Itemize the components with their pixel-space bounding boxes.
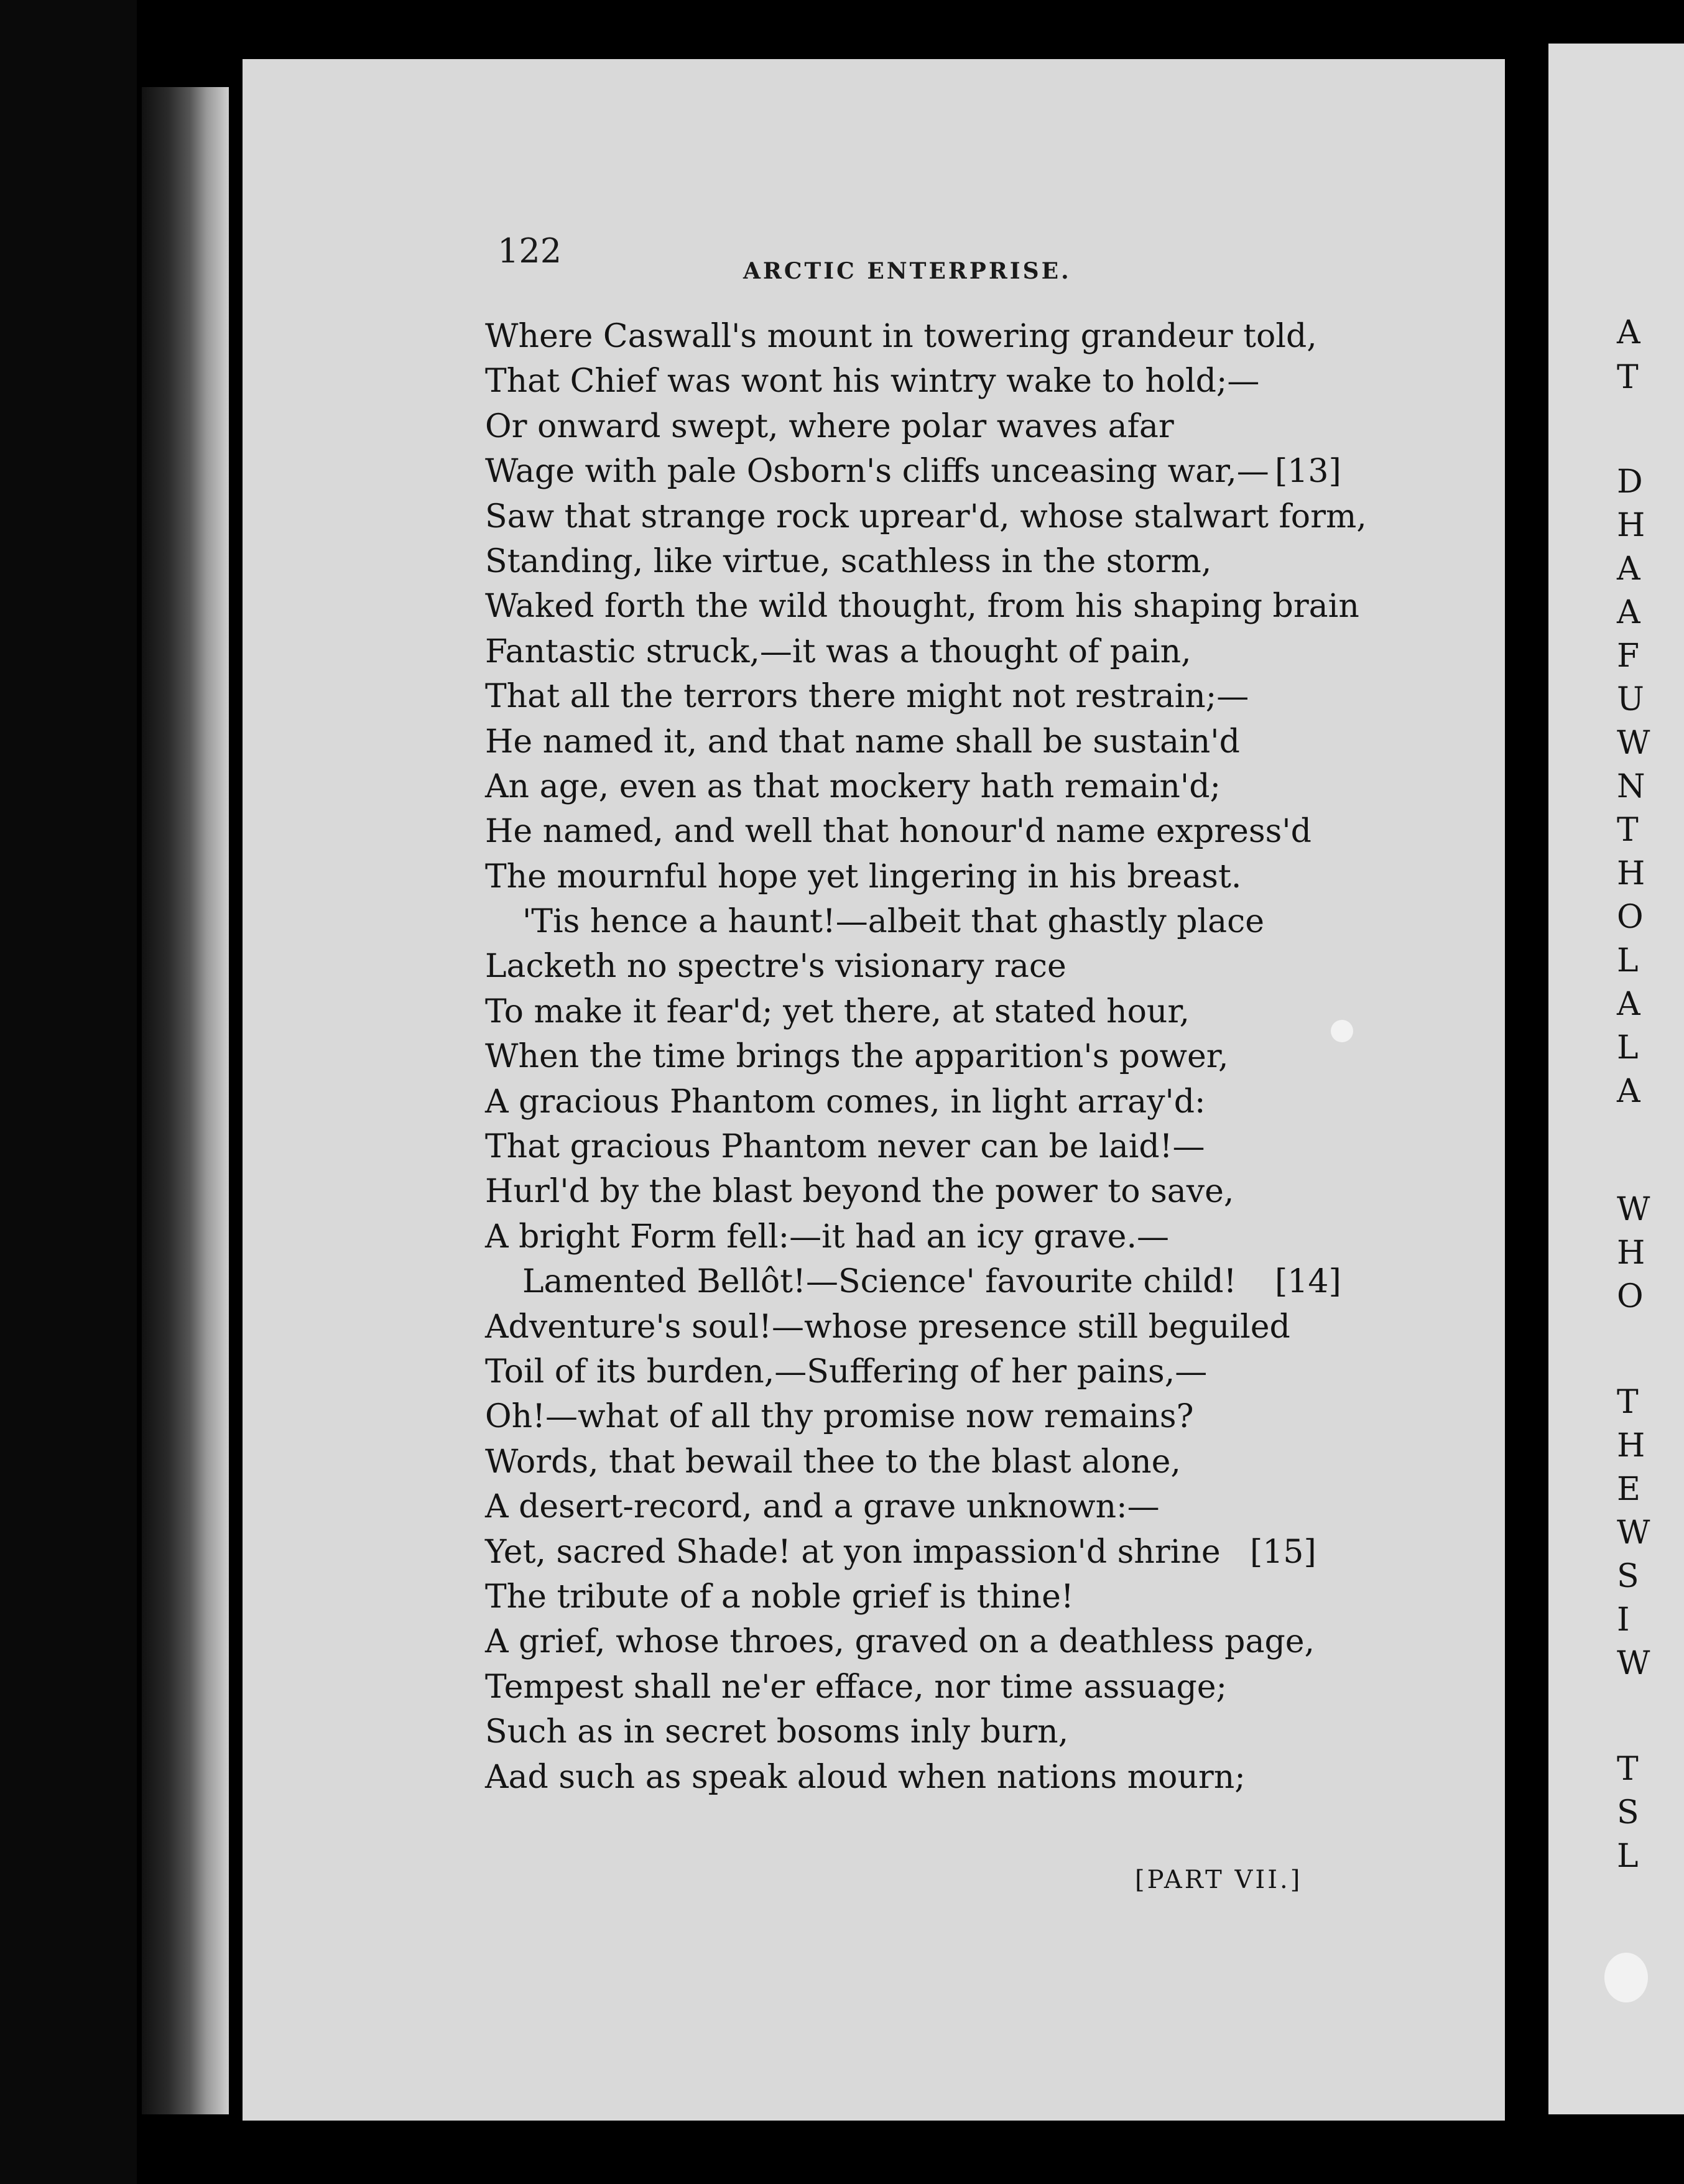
catchword: [PART VII.] xyxy=(1135,1866,1303,1894)
facing-page-letter: H xyxy=(1617,855,1645,892)
verse-line-text: Where Caswall's mount in towering grandeur told, xyxy=(485,318,1317,355)
paper-blemish xyxy=(1604,1953,1648,2002)
verse-line xyxy=(485,1440,1356,1484)
verse-line xyxy=(485,899,1356,944)
verse-line xyxy=(485,809,1356,854)
verse-line-text: A grief, whose throes, graved on a deathless page, xyxy=(485,1623,1315,1661)
verse-line xyxy=(485,1394,1356,1439)
verse-line xyxy=(485,1349,1356,1394)
verse-line xyxy=(485,1259,1356,1304)
facing-page-letter: T xyxy=(1617,812,1639,849)
verse-line xyxy=(485,944,1356,989)
verse-line xyxy=(485,674,1356,719)
facing-page-letter: W xyxy=(1617,1645,1650,1682)
facing-page-letter: N xyxy=(1617,768,1645,805)
facing-page-letter: L xyxy=(1617,942,1639,979)
verse-line-text: Saw that strange rock uprear'd, whose stalwart form, xyxy=(485,497,1367,535)
verse-line-text: Words, that bewail thee to the blast alone, xyxy=(485,1443,1181,1481)
verse-line-text: Fantastic struck,—it was a thought of pain, xyxy=(485,632,1191,670)
page-stack-edge xyxy=(142,87,229,2114)
verse-line xyxy=(485,1710,1356,1754)
facing-page-letter: D xyxy=(1617,463,1643,501)
verse-line xyxy=(485,494,1367,539)
facing-page-letter: E xyxy=(1617,1471,1640,1508)
verse-line xyxy=(485,1530,1356,1575)
facing-page-letter: W xyxy=(1617,1191,1650,1228)
verse-line-text: Or onward swept, where polar waves afar xyxy=(485,407,1174,445)
verse-line-text: Such as in secret bosoms inly burn, xyxy=(485,1713,1069,1751)
verse-line-text: That Chief was wont his wintry wake to hold;— xyxy=(485,363,1260,400)
verse-line xyxy=(485,1305,1356,1349)
verse-line xyxy=(485,584,1359,629)
verse-line-text: He named, and well that honour'd name express'd xyxy=(485,813,1312,851)
facing-page-letter: S xyxy=(1617,1558,1639,1595)
verse-line-text: Oh!—what of all thy promise now remains? xyxy=(485,1398,1194,1436)
facing-page-letter: H xyxy=(1617,1234,1645,1272)
facing-page-letter: O xyxy=(1617,899,1644,936)
facing-page-letter: T xyxy=(1617,359,1639,396)
verse-line-text: Aad such as speak aloud when nations mourn; xyxy=(485,1758,1246,1796)
facing-page-letter: H xyxy=(1617,507,1645,544)
note-reference: [13] xyxy=(1275,453,1341,491)
running-head: ARCTIC ENTERPRISE. xyxy=(743,258,1071,284)
facing-page-letter: U xyxy=(1617,681,1644,718)
verse-line xyxy=(485,989,1356,1034)
verse-line xyxy=(485,764,1356,809)
facing-page-letter: O xyxy=(1617,1278,1644,1315)
facing-page-letter: A xyxy=(1617,986,1640,1023)
verse-line-text: That all the terrors there might not restrain;— xyxy=(485,678,1249,716)
book-gutter xyxy=(1505,0,1548,2184)
verse-line-text: Standing, like virtue, scathless in the storm, xyxy=(485,542,1212,580)
verse-line-text: A bright Form fell:—it had an icy grave.— xyxy=(485,1218,1169,1256)
verse-line xyxy=(485,1665,1356,1710)
verse-line xyxy=(485,1484,1356,1529)
verse-line-text: To make it fear'd; yet there, at stated hour, xyxy=(485,993,1190,1030)
facing-page-letter: T xyxy=(1617,1751,1639,1788)
verse-line-text: Toil of its burden,—Suffering of her pains,— xyxy=(485,1353,1208,1390)
verse-line xyxy=(485,449,1356,494)
paper-blemish xyxy=(1331,1020,1353,1042)
verse-line-text: 'Tis hence a haunt!—albeit that ghastly place xyxy=(522,903,1265,941)
facing-page-letter: L xyxy=(1617,1838,1639,1875)
page-number: 122 xyxy=(497,231,562,271)
verse-line-text: Tempest shall ne'er efface, nor time assuage; xyxy=(485,1668,1228,1706)
verse-line-text: Yet, sacred Shade! at yon impassion'd shrine xyxy=(485,1533,1221,1571)
facing-page-letter: A xyxy=(1617,594,1640,631)
verse-line xyxy=(485,1080,1356,1124)
verse-line xyxy=(485,1755,1356,1800)
verse-line xyxy=(485,1619,1356,1664)
verse-line xyxy=(485,720,1356,764)
facing-page-letter: A xyxy=(1617,314,1640,351)
verse-line-text: An age, even as that mockery hath remain'd; xyxy=(485,767,1221,805)
verse-line xyxy=(485,404,1356,449)
facing-page-letter: A xyxy=(1617,550,1640,588)
facing-page-letter: H xyxy=(1617,1427,1645,1464)
verse-line xyxy=(485,1034,1356,1079)
verse-line-text: The mournful hope yet lingering in his breast. xyxy=(485,858,1242,895)
verse-line xyxy=(485,314,1356,359)
facing-page-edge xyxy=(1548,44,1684,2114)
note-reference: [15] xyxy=(1250,1533,1316,1571)
verse-line xyxy=(485,629,1356,674)
verse-line-text: The tribute of a noble grief is thine! xyxy=(485,1578,1074,1616)
verse-block xyxy=(485,314,1367,1800)
facing-page-letter: S xyxy=(1617,1794,1639,1831)
verse-line-text: He named it, and that name shall be sustain'd xyxy=(485,723,1240,761)
verse-line xyxy=(485,359,1356,404)
verse-line xyxy=(485,1575,1356,1619)
facing-page-letter: I xyxy=(1617,1601,1630,1639)
verse-line-text: Adventure's soul!—whose presence still beguiled xyxy=(485,1308,1290,1346)
verse-line-text: When the time brings the apparition's power, xyxy=(485,1038,1229,1076)
verse-line xyxy=(485,1169,1356,1214)
verse-line-text: Lacketh no spectre's visionary race xyxy=(485,948,1066,986)
verse-line-text: Wage with pale Osborn's cliffs unceasing war,— xyxy=(485,453,1269,491)
verse-line xyxy=(485,854,1356,899)
facing-page-letter: T xyxy=(1617,1384,1639,1421)
verse-line xyxy=(485,539,1356,584)
note-reference: [14] xyxy=(1275,1263,1341,1301)
facing-page-letter: W xyxy=(1617,1514,1650,1552)
verse-line-text: Waked forth the wild thought, from his shaping brain xyxy=(485,588,1359,626)
verse-line-text: Hurl'd by the blast beyond the power to save, xyxy=(485,1173,1234,1211)
facing-page-letter: F xyxy=(1617,637,1640,675)
verse-line-text: A desert-record, and a grave unknown:— xyxy=(485,1488,1160,1526)
facing-page-letter: L xyxy=(1617,1029,1639,1067)
book-edge-dark xyxy=(0,0,137,2184)
verse-line xyxy=(485,1215,1356,1259)
facing-page-letter: A xyxy=(1617,1073,1640,1110)
verse-line-text: That gracious Phantom never can be laid!— xyxy=(485,1128,1205,1166)
verse-line xyxy=(485,1124,1356,1169)
facing-page-letter: W xyxy=(1617,724,1650,762)
verse-line-text: A gracious Phantom comes, in light array'd: xyxy=(485,1083,1206,1121)
verse-line-text: Lamented Bellôt!—Science' favourite child! xyxy=(522,1263,1237,1301)
